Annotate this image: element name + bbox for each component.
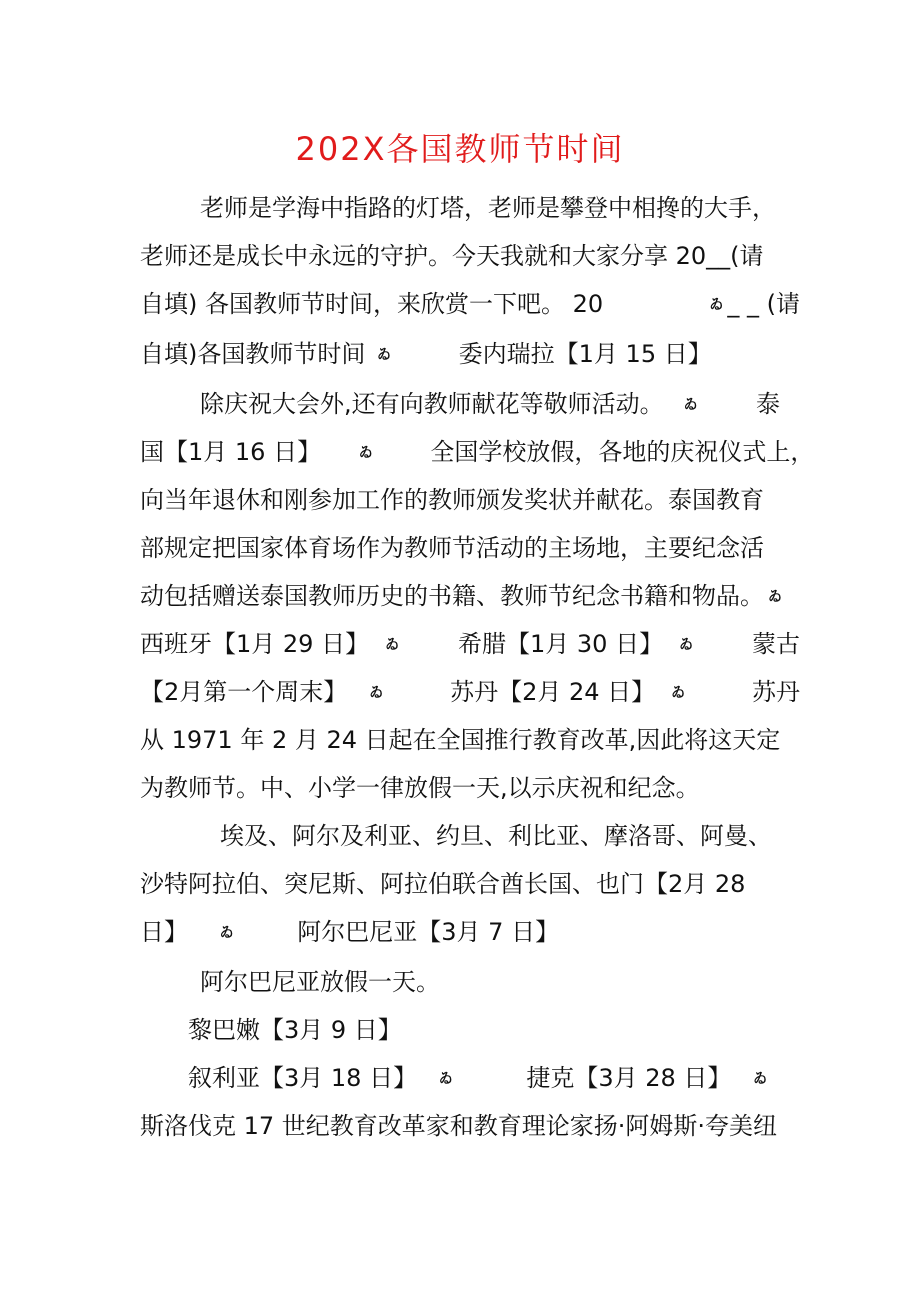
text-line: [200, 188, 800, 228]
text-line: [140, 432, 815, 472]
text-line: [140, 720, 800, 760]
text-line: [140, 284, 800, 324]
text-segment: 日】: [140, 918, 188, 946]
text-segment: 全国学校放假，各地的庆祝仪式上，: [430, 438, 815, 466]
text-segment: 向当年退休和刚参加工作的教师颁发奖状并献花。泰国教育: [140, 486, 764, 514]
bullet-mark-icon: ゐ: [709, 297, 724, 313]
text-segment: 自填)各国教师节时间: [140, 340, 366, 368]
text-line: [140, 1106, 800, 1146]
bullet-mark-icon: ゐ: [385, 637, 400, 653]
text-segment: 希腊【1月 30 日】: [458, 630, 664, 658]
text-segment: 叙利亚【3月 18 日】: [188, 1064, 418, 1092]
text-segment: 沙特阿拉伯、突尼斯、阿拉伯联合酋长国、也门【2月 28: [140, 870, 746, 898]
text-line: [220, 816, 800, 856]
text-segment: 除庆祝大会外,还有向教师献花等敬师活动。: [200, 390, 664, 418]
bullet-mark-icon: ゐ: [377, 347, 392, 363]
text-line: [140, 576, 800, 616]
text-segment: 埃及、阿尔及利亚、约旦、利比亚、摩洛哥、阿曼、: [220, 822, 772, 850]
text-line: [200, 384, 780, 424]
text-segment: 国【1月 16 日】: [140, 438, 322, 466]
bullet-mark-icon: ゐ: [369, 685, 384, 701]
text-line: [200, 962, 800, 1002]
text-segment: 【2月第一个周末】: [140, 678, 348, 706]
text-line: [140, 768, 800, 808]
text-line: [140, 236, 800, 276]
text-segment: 自填) 各国教师节时间，来欣赏一下吧。 20: [140, 290, 604, 318]
text-line: [140, 480, 800, 520]
bullet-mark-icon: ゐ: [438, 1071, 453, 1087]
text-segment: 老师是学海中指路的灯塔，老师是攀登中相搀的大手，: [200, 194, 776, 222]
text-segment: 部规定把国家体育场作为教师节活动的主场地，主要纪念活: [140, 534, 764, 562]
bullet-mark-icon: ゐ: [683, 397, 698, 413]
text-segment: 阿尔巴尼亚放假一天。: [200, 968, 440, 996]
text-segment: 阿尔巴尼亚【3月 7 日】: [297, 918, 560, 946]
bullet-mark-icon: ゐ: [753, 1071, 768, 1087]
text-segment: 动包括赠送泰国教师历史的书籍、教师节纪念书籍和物品。: [140, 582, 764, 610]
text-segment: 委内瑞拉【1月 15 日】: [458, 340, 712, 368]
text-segment: 苏丹: [751, 678, 800, 706]
bullet-mark-icon: ゐ: [768, 589, 782, 605]
text-segment: 捷克【3月 28 日】: [526, 1064, 732, 1092]
bullet-mark-icon: ゐ: [219, 925, 234, 941]
text-segment: 泰: [756, 390, 780, 418]
text-segment: 西班牙【1月 29 日】: [140, 630, 370, 658]
text-segment: 从 1971 年 2 月 24 日起在全国推行教育改革,因此将这天定: [140, 726, 781, 754]
text-line: [188, 1010, 800, 1050]
text-line: [140, 672, 800, 712]
text-segment: 黎巴嫩【3月 9 日】: [188, 1016, 402, 1044]
text-line: [188, 1058, 800, 1098]
text-segment: 蒙古: [752, 630, 800, 658]
text-segment: 苏丹【2月 24 日】: [450, 678, 656, 706]
text-segment: 为教师节。中、小学一律放假一天,以示庆祝和纪念。: [140, 774, 700, 802]
text-segment: _ _ (请: [727, 290, 800, 318]
text-line: [140, 624, 800, 664]
text-segment: 斯洛伐克 17 世纪教育改革家和教育理论家扬·阿姆斯·夸美纽: [140, 1112, 778, 1140]
bullet-mark-icon: ゐ: [679, 637, 694, 653]
text-line: [140, 864, 800, 904]
text-segment: 老师还是成长中永远的守护。今天我就和大家分享 20__(请: [140, 242, 764, 270]
text-line: [140, 912, 800, 952]
document-title: 202X各国教师节时间: [295, 130, 625, 168]
text-line: [140, 528, 800, 568]
text-line: [140, 334, 800, 374]
bullet-mark-icon: ゐ: [358, 445, 373, 461]
bullet-mark-icon: ゐ: [671, 685, 686, 701]
